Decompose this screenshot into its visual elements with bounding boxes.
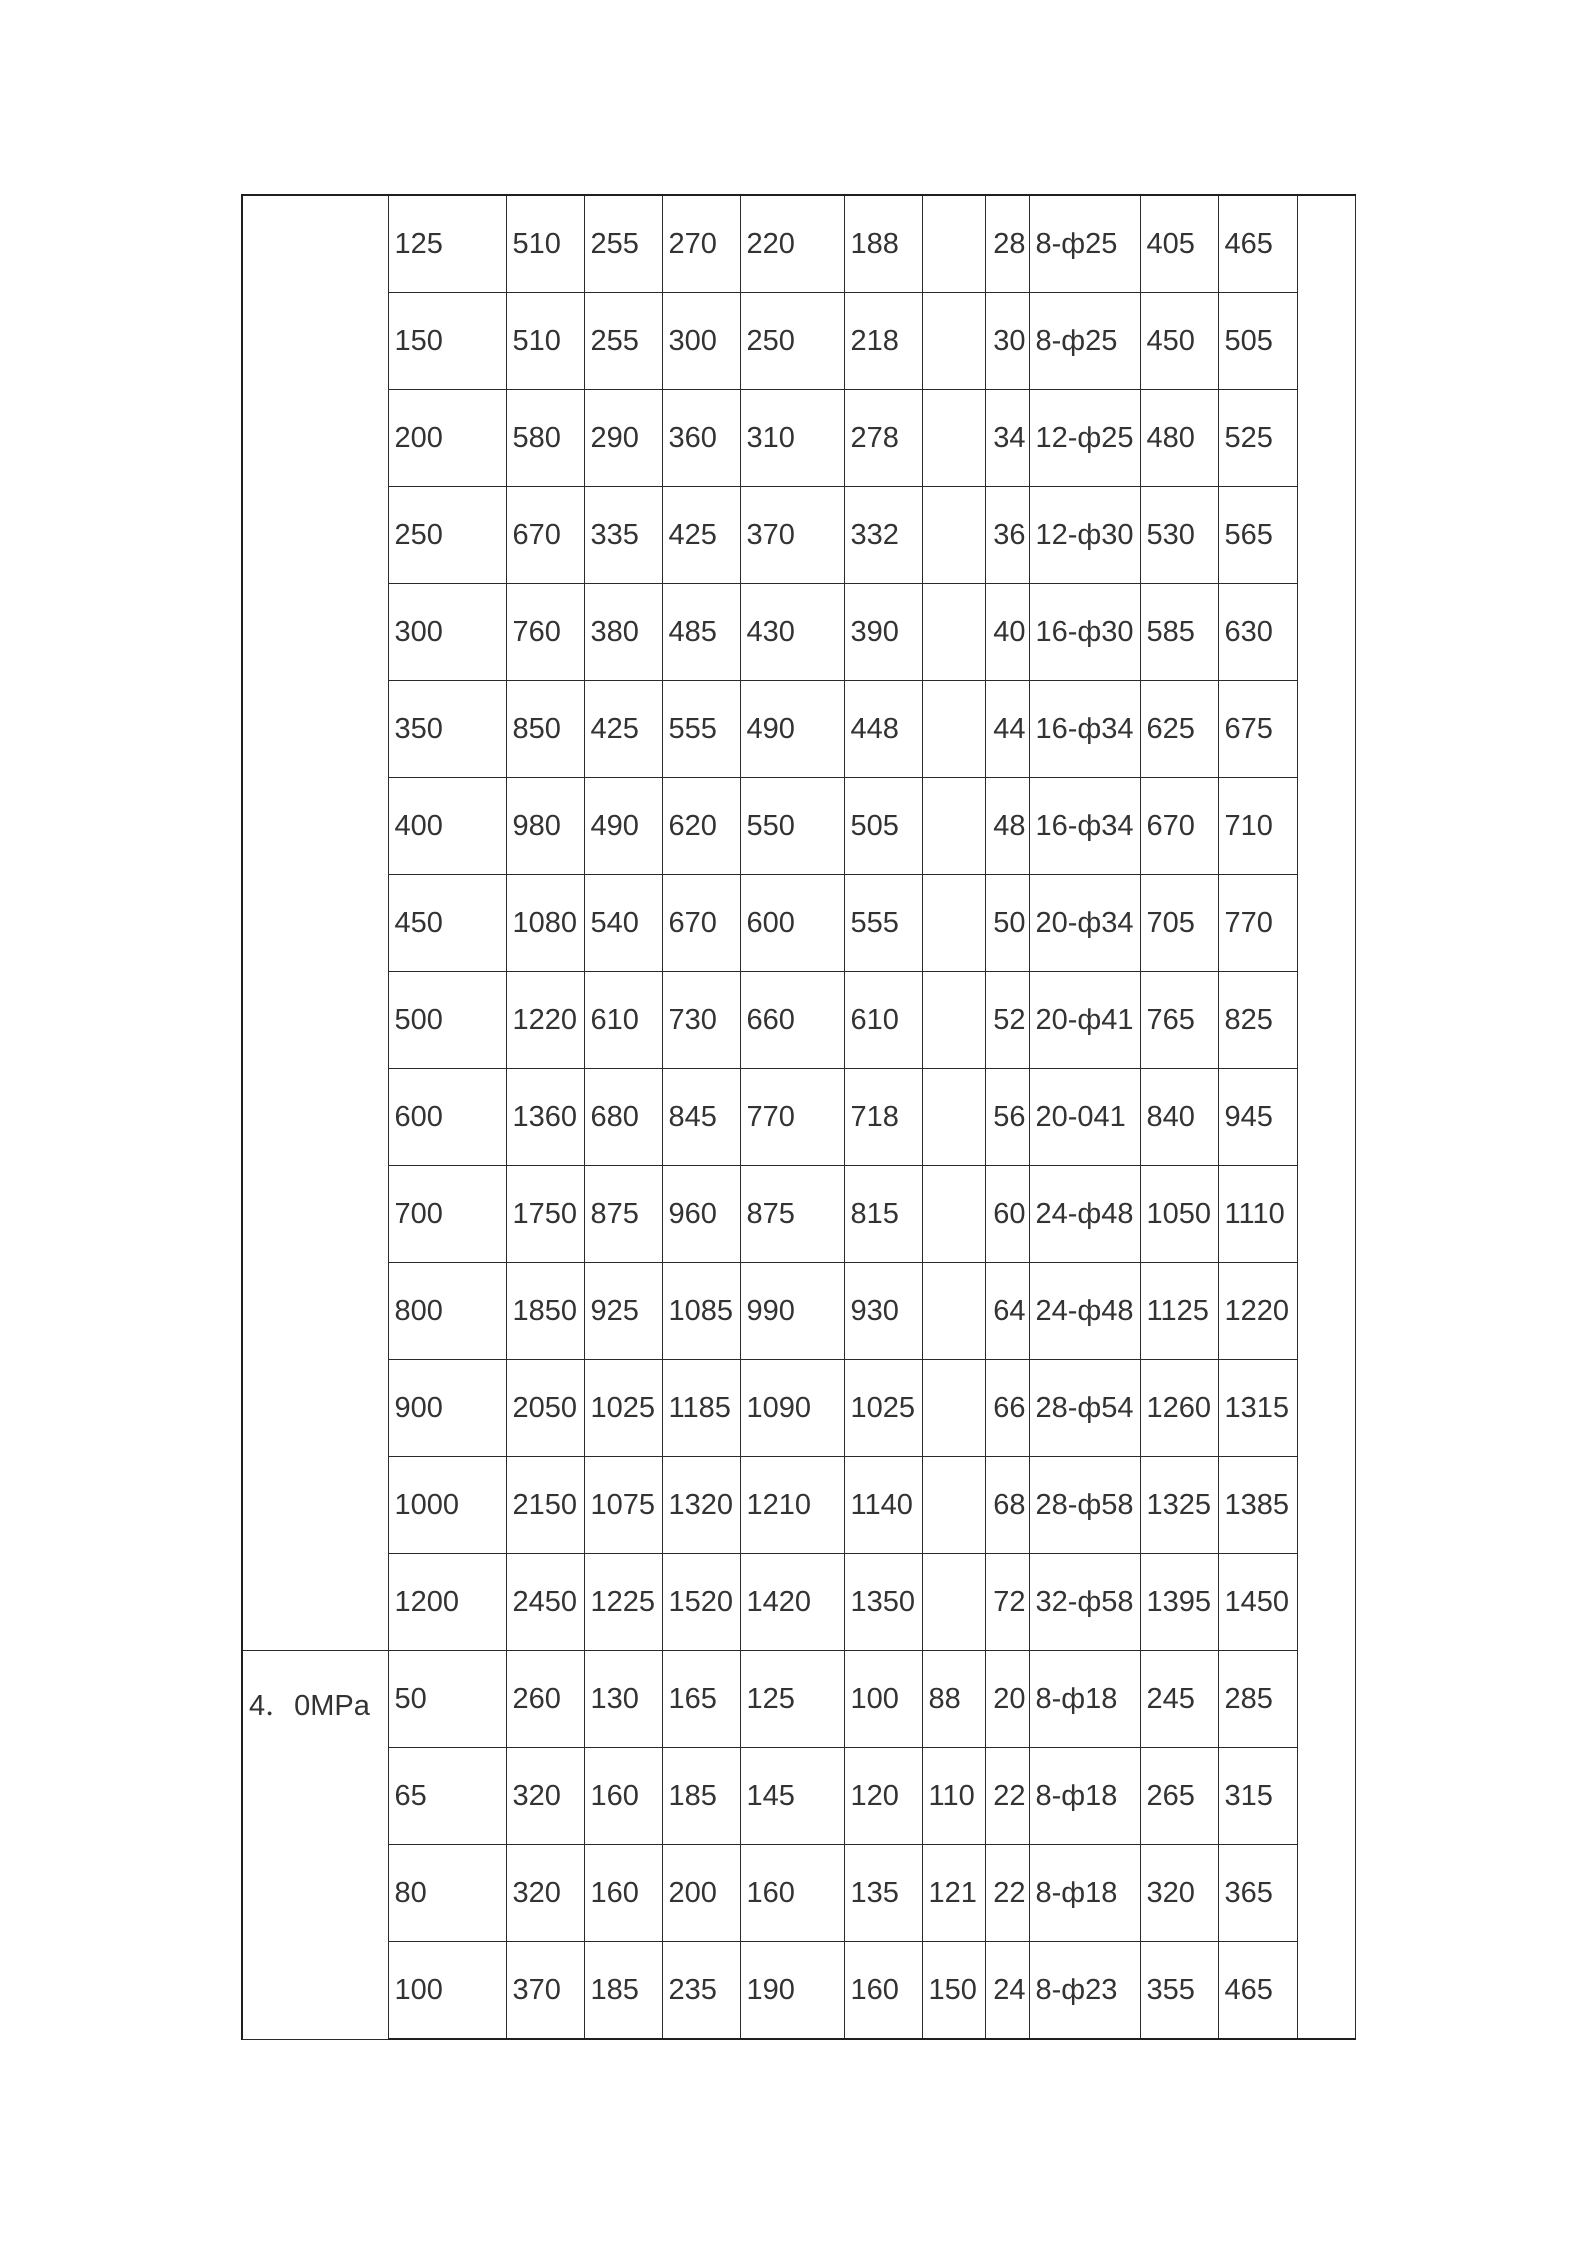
table-cell: 50 bbox=[388, 1651, 506, 1748]
table-cell: 135 bbox=[844, 1845, 922, 1942]
table-cell: 580 bbox=[506, 390, 584, 487]
table-cell: 20-041 bbox=[1029, 1069, 1140, 1166]
table-cell: 160 bbox=[584, 1748, 662, 1845]
table-row bbox=[242, 1845, 1355, 1942]
table-cell: 670 bbox=[662, 875, 740, 972]
table-cell: 100 bbox=[388, 1942, 506, 2040]
table-cell: 620 bbox=[662, 778, 740, 875]
table-cell: 130 bbox=[584, 1651, 662, 1748]
table-cell: 1260 bbox=[1140, 1360, 1218, 1457]
table-cell: 945 bbox=[1218, 1069, 1297, 1166]
table-cell: 20-ф41 bbox=[1029, 972, 1140, 1069]
table-cell: 265 bbox=[1140, 1748, 1218, 1845]
table-cell: 16-ф34 bbox=[1029, 778, 1140, 875]
table-cell: 32-ф58 bbox=[1029, 1554, 1140, 1651]
table-cell: 2050 bbox=[506, 1360, 584, 1457]
table-cell: 840 bbox=[1140, 1069, 1218, 1166]
table-cell: 1385 bbox=[1218, 1457, 1297, 1554]
table-cell: 1110 bbox=[1218, 1166, 1297, 1263]
table-cell: 875 bbox=[740, 1166, 844, 1263]
table-row bbox=[242, 1748, 1355, 1845]
table-cell: 335 bbox=[584, 487, 662, 584]
table-cell: 8-ф18 bbox=[1029, 1651, 1140, 1748]
table-cell: 480 bbox=[1140, 390, 1218, 487]
table-cell: 30 bbox=[985, 293, 1029, 390]
table-cell bbox=[922, 1069, 985, 1166]
table-cell: 1025 bbox=[584, 1360, 662, 1457]
table-cell: 1450 bbox=[1218, 1554, 1297, 1651]
table-cell bbox=[922, 972, 985, 1069]
table-cell: 100 bbox=[844, 1651, 922, 1748]
table-cell: 250 bbox=[740, 293, 844, 390]
table-cell: 315 bbox=[1218, 1748, 1297, 1845]
table-row bbox=[242, 584, 1355, 681]
table-cell: 990 bbox=[740, 1263, 844, 1360]
table-cell: 1210 bbox=[740, 1457, 844, 1554]
table-cell: 320 bbox=[506, 1845, 584, 1942]
table-cell: 68 bbox=[985, 1457, 1029, 1554]
table-cell: 1025 bbox=[844, 1360, 922, 1457]
table-cell: 125 bbox=[388, 195, 506, 293]
table-body bbox=[242, 195, 1355, 2039]
table-cell: 121 bbox=[922, 1845, 985, 1942]
table-cell: 510 bbox=[506, 293, 584, 390]
table-cell: 36 bbox=[985, 487, 1029, 584]
table-cell: 28 bbox=[985, 195, 1029, 293]
table-cell: 20-ф34 bbox=[1029, 875, 1140, 972]
table-cell: 630 bbox=[1218, 584, 1297, 681]
table-cell: 8-ф25 bbox=[1029, 195, 1140, 293]
table-cell: 960 bbox=[662, 1166, 740, 1263]
table-cell: 875 bbox=[584, 1166, 662, 1263]
table-cell: 700 bbox=[388, 1166, 506, 1263]
table-cell: 930 bbox=[844, 1263, 922, 1360]
table-cell: 505 bbox=[844, 778, 922, 875]
table-row bbox=[242, 1651, 1355, 1748]
table-cell: 80 bbox=[388, 1845, 506, 1942]
table-cell: 370 bbox=[506, 1942, 584, 2040]
table-row bbox=[242, 778, 1355, 875]
table-cell bbox=[922, 875, 985, 972]
table-cell: 355 bbox=[1140, 1942, 1218, 2040]
table-cell: 610 bbox=[584, 972, 662, 1069]
table-cell: 255 bbox=[584, 293, 662, 390]
table-cell: 8-ф18 bbox=[1029, 1748, 1140, 1845]
table-cell: 448 bbox=[844, 681, 922, 778]
table-cell bbox=[922, 1263, 985, 1360]
table-cell: 160 bbox=[844, 1942, 922, 2040]
table-cell bbox=[922, 390, 985, 487]
table-cell: 34 bbox=[985, 390, 1029, 487]
table-cell: 56 bbox=[985, 1069, 1029, 1166]
table-cell: 485 bbox=[662, 584, 740, 681]
table-cell: 718 bbox=[844, 1069, 922, 1166]
table-cell: 555 bbox=[844, 875, 922, 972]
table-cell: 12-ф30 bbox=[1029, 487, 1140, 584]
table-cell: 390 bbox=[844, 584, 922, 681]
table-cell: 24-ф48 bbox=[1029, 1263, 1140, 1360]
table-cell: 255 bbox=[584, 195, 662, 293]
table-cell: 150 bbox=[388, 293, 506, 390]
table-cell: 600 bbox=[388, 1069, 506, 1166]
table-cell: 450 bbox=[1140, 293, 1218, 390]
table-row bbox=[242, 1554, 1355, 1651]
table-cell: 44 bbox=[985, 681, 1029, 778]
table-cell: 300 bbox=[388, 584, 506, 681]
table-cell: 28-ф58 bbox=[1029, 1457, 1140, 1554]
table-cell: 350 bbox=[388, 681, 506, 778]
table-cell: 675 bbox=[1218, 681, 1297, 778]
table-cell: 110 bbox=[922, 1748, 985, 1845]
table-cell: 188 bbox=[844, 195, 922, 293]
table-cell: 1750 bbox=[506, 1166, 584, 1263]
table-cell: 1850 bbox=[506, 1263, 584, 1360]
table-cell: 525 bbox=[1218, 390, 1297, 487]
table-cell: 278 bbox=[844, 390, 922, 487]
table-cell: 245 bbox=[1140, 1651, 1218, 1748]
table-right-margin-cell bbox=[1297, 195, 1355, 2039]
table-cell: 52 bbox=[985, 972, 1029, 1069]
table-cell bbox=[922, 584, 985, 681]
table-cell: 450 bbox=[388, 875, 506, 972]
table-cell: 980 bbox=[506, 778, 584, 875]
table-cell: 60 bbox=[985, 1166, 1029, 1263]
table-row bbox=[242, 875, 1355, 972]
table-cell: 800 bbox=[388, 1263, 506, 1360]
table-cell: 465 bbox=[1218, 195, 1297, 293]
table-cell: 380 bbox=[584, 584, 662, 681]
table-cell: 220 bbox=[740, 195, 844, 293]
table-cell: 815 bbox=[844, 1166, 922, 1263]
table-cell: 12-ф25 bbox=[1029, 390, 1140, 487]
table-cell: 200 bbox=[388, 390, 506, 487]
table-cell: 1200 bbox=[388, 1554, 506, 1651]
table-cell: 1000 bbox=[388, 1457, 506, 1554]
pressure-rating-cell: 4．0MPa bbox=[242, 1651, 388, 2040]
table-cell: 530 bbox=[1140, 487, 1218, 584]
table-cell: 24 bbox=[985, 1942, 1029, 2040]
table-cell bbox=[922, 293, 985, 390]
table-cell: 555 bbox=[662, 681, 740, 778]
table-row bbox=[242, 390, 1355, 487]
table-cell: 400 bbox=[388, 778, 506, 875]
table-cell: 28-ф54 bbox=[1029, 1360, 1140, 1457]
table-cell: 850 bbox=[506, 681, 584, 778]
table-cell: 120 bbox=[844, 1748, 922, 1845]
table-cell: 670 bbox=[506, 487, 584, 584]
flange-dimension-table bbox=[241, 194, 1356, 2040]
table-cell bbox=[922, 1457, 985, 1554]
table-cell: 65 bbox=[388, 1748, 506, 1845]
table-cell: 1420 bbox=[740, 1554, 844, 1651]
table-cell: 465 bbox=[1218, 1942, 1297, 2040]
table-cell bbox=[922, 195, 985, 293]
table-cell: 1225 bbox=[584, 1554, 662, 1651]
table-cell: 490 bbox=[740, 681, 844, 778]
table-cell: 1320 bbox=[662, 1457, 740, 1554]
table-cell: 425 bbox=[662, 487, 740, 584]
table-cell: 1325 bbox=[1140, 1457, 1218, 1554]
table-cell: 185 bbox=[584, 1942, 662, 2040]
table-cell: 405 bbox=[1140, 195, 1218, 293]
table-row bbox=[242, 1069, 1355, 1166]
table-cell: 1085 bbox=[662, 1263, 740, 1360]
table-cell: 550 bbox=[740, 778, 844, 875]
table-cell: 710 bbox=[1218, 778, 1297, 875]
table-cell: 150 bbox=[922, 1942, 985, 2040]
table-row bbox=[242, 1263, 1355, 1360]
table-cell: 1080 bbox=[506, 875, 584, 972]
table-cell: 770 bbox=[740, 1069, 844, 1166]
table-cell: 500 bbox=[388, 972, 506, 1069]
table-cell: 320 bbox=[506, 1748, 584, 1845]
table-cell: 165 bbox=[662, 1651, 740, 1748]
table-cell: 125 bbox=[740, 1651, 844, 1748]
table-cell: 1520 bbox=[662, 1554, 740, 1651]
table-cell: 490 bbox=[584, 778, 662, 875]
table-cell: 260 bbox=[506, 1651, 584, 1748]
table-row bbox=[242, 1166, 1355, 1263]
table-cell: 705 bbox=[1140, 875, 1218, 972]
table-cell: 660 bbox=[740, 972, 844, 1069]
table-cell: 300 bbox=[662, 293, 740, 390]
table-cell: 925 bbox=[584, 1263, 662, 1360]
table-row bbox=[242, 1360, 1355, 1457]
table-cell: 285 bbox=[1218, 1651, 1297, 1748]
table-cell: 48 bbox=[985, 778, 1029, 875]
table-cell: 1185 bbox=[662, 1360, 740, 1457]
table-cell: 20 bbox=[985, 1651, 1029, 1748]
table-cell: 310 bbox=[740, 390, 844, 487]
table-cell: 1315 bbox=[1218, 1360, 1297, 1457]
table-cell: 218 bbox=[844, 293, 922, 390]
table-cell: 425 bbox=[584, 681, 662, 778]
table-cell: 290 bbox=[584, 390, 662, 487]
table-cell: 825 bbox=[1218, 972, 1297, 1069]
table-cell: 1220 bbox=[506, 972, 584, 1069]
table-cell: 2450 bbox=[506, 1554, 584, 1651]
table-cell bbox=[922, 1166, 985, 1263]
table-cell: 270 bbox=[662, 195, 740, 293]
table-cell: 72 bbox=[985, 1554, 1029, 1651]
table-cell: 190 bbox=[740, 1942, 844, 2040]
table-cell: 160 bbox=[584, 1845, 662, 1942]
table-cell: 145 bbox=[740, 1748, 844, 1845]
table-cell: 845 bbox=[662, 1069, 740, 1166]
table-row bbox=[242, 681, 1355, 778]
table-cell: 235 bbox=[662, 1942, 740, 2040]
table-row bbox=[242, 195, 1355, 293]
table-cell: 1395 bbox=[1140, 1554, 1218, 1651]
table-cell bbox=[922, 1360, 985, 1457]
table-cell: 1125 bbox=[1140, 1263, 1218, 1360]
table-cell: 730 bbox=[662, 972, 740, 1069]
table-cell: 2150 bbox=[506, 1457, 584, 1554]
table-row bbox=[242, 293, 1355, 390]
table-cell: 430 bbox=[740, 584, 844, 681]
table-cell: 40 bbox=[985, 584, 1029, 681]
table-cell: 320 bbox=[1140, 1845, 1218, 1942]
table-cell: 565 bbox=[1218, 487, 1297, 584]
table-cell: 1050 bbox=[1140, 1166, 1218, 1263]
table-row bbox=[242, 487, 1355, 584]
table-cell: 770 bbox=[1218, 875, 1297, 972]
table-cell bbox=[922, 681, 985, 778]
table-cell: 370 bbox=[740, 487, 844, 584]
table-cell: 900 bbox=[388, 1360, 506, 1457]
table-cell: 625 bbox=[1140, 681, 1218, 778]
table-cell: 540 bbox=[584, 875, 662, 972]
table-cell: 680 bbox=[584, 1069, 662, 1166]
table-row bbox=[242, 1942, 1355, 2040]
table-cell: 22 bbox=[985, 1748, 1029, 1845]
table-cell: 1360 bbox=[506, 1069, 584, 1166]
table-cell: 64 bbox=[985, 1263, 1029, 1360]
table-cell: 1350 bbox=[844, 1554, 922, 1651]
table-cell: 8-ф23 bbox=[1029, 1942, 1140, 2040]
table-cell: 250 bbox=[388, 487, 506, 584]
table-cell: 160 bbox=[740, 1845, 844, 1942]
table-cell: 360 bbox=[662, 390, 740, 487]
table-cell: 16-ф30 bbox=[1029, 584, 1140, 681]
table-cell: 670 bbox=[1140, 778, 1218, 875]
table-cell bbox=[922, 1554, 985, 1651]
table-cell: 332 bbox=[844, 487, 922, 584]
table-cell: 765 bbox=[1140, 972, 1218, 1069]
table-cell: 8-ф25 bbox=[1029, 293, 1140, 390]
table-cell: 185 bbox=[662, 1748, 740, 1845]
table-cell: 88 bbox=[922, 1651, 985, 1748]
table-row bbox=[242, 972, 1355, 1069]
table-cell: 8-ф18 bbox=[1029, 1845, 1140, 1942]
table-cell: 760 bbox=[506, 584, 584, 681]
table-cell: 505 bbox=[1218, 293, 1297, 390]
table-cell: 66 bbox=[985, 1360, 1029, 1457]
table-cell: 1090 bbox=[740, 1360, 844, 1457]
table-row bbox=[242, 1457, 1355, 1554]
table-cell: 22 bbox=[985, 1845, 1029, 1942]
table-cell: 1220 bbox=[1218, 1263, 1297, 1360]
table-cell: 585 bbox=[1140, 584, 1218, 681]
table-cell: 16-ф34 bbox=[1029, 681, 1140, 778]
table-cell: 1140 bbox=[844, 1457, 922, 1554]
table-cell: 200 bbox=[662, 1845, 740, 1942]
table-cell: 50 bbox=[985, 875, 1029, 972]
pressure-rating-cell bbox=[242, 195, 388, 1651]
table-cell: 1075 bbox=[584, 1457, 662, 1554]
table-cell bbox=[922, 778, 985, 875]
table-cell: 24-ф48 bbox=[1029, 1166, 1140, 1263]
table-cell: 600 bbox=[740, 875, 844, 972]
table-cell: 365 bbox=[1218, 1845, 1297, 1942]
table-cell bbox=[922, 487, 985, 584]
table-cell: 610 bbox=[844, 972, 922, 1069]
table-cell: 510 bbox=[506, 195, 584, 293]
